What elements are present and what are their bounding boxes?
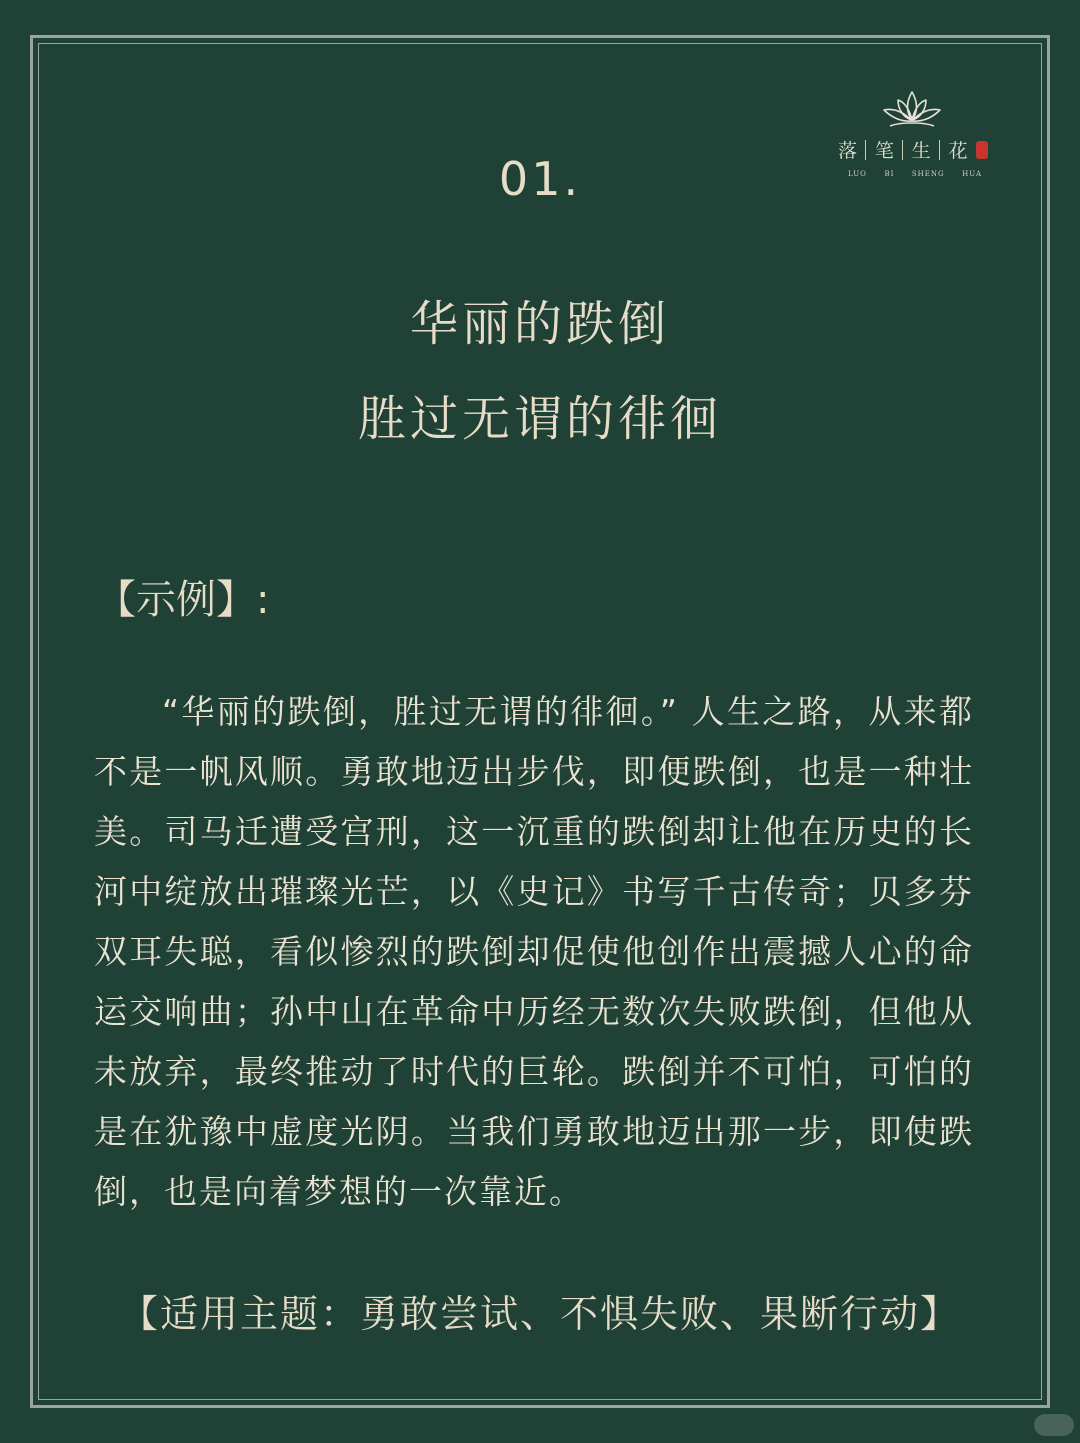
headline-line-1: 华丽的跌倒 (409, 296, 670, 352)
brand-char: 落 (838, 140, 858, 162)
brand-char: 生 (911, 140, 931, 162)
brand-char: 笔 (874, 140, 894, 162)
headline-line-2: 胜过无谓的徘徊 (357, 391, 722, 447)
lotus-icon (876, 88, 948, 130)
pinyin-syllable: BI (884, 170, 895, 178)
brand-char: 花 (948, 140, 968, 162)
watermark-badge (1034, 1414, 1074, 1436)
example-paragraph: “华丽的跌倒，胜过无谓的徘徊。” 人生之路，从来都不是一帆风顺。勇敢地迈出步伐，即便跌倒，也是一种壮美。司马迁遭受宫刑，这一沉重的跌倒却让他在历史的长河中绽放出璀璨光芒，以《史记》书写千古传奇；贝多芬双耳失聪，看似惨烈的跌倒却促使他创作出震撼人心的命运交响曲；孙中山在革命中历经无数次失败跌倒，但他从未放弃，最终推动了时代的巨轮。跌倒并不可怕，可怕的是在犹豫中虚度光阴。当我们勇敢地迈出那一步，即使跌倒，也是向着梦想的一次靠近。 (94, 692, 974, 1211)
applicable-themes: 【适用主题：勇敢尝试、不惧失败、果断行动】 (119, 1292, 960, 1336)
pinyin-syllable: HUA (962, 170, 982, 178)
example-label: 【示例】: (96, 577, 270, 623)
section-number: 01. (498, 152, 582, 206)
pinyin-syllable: SHENG (911, 170, 945, 178)
pinyin-syllable: LUO (848, 170, 867, 178)
